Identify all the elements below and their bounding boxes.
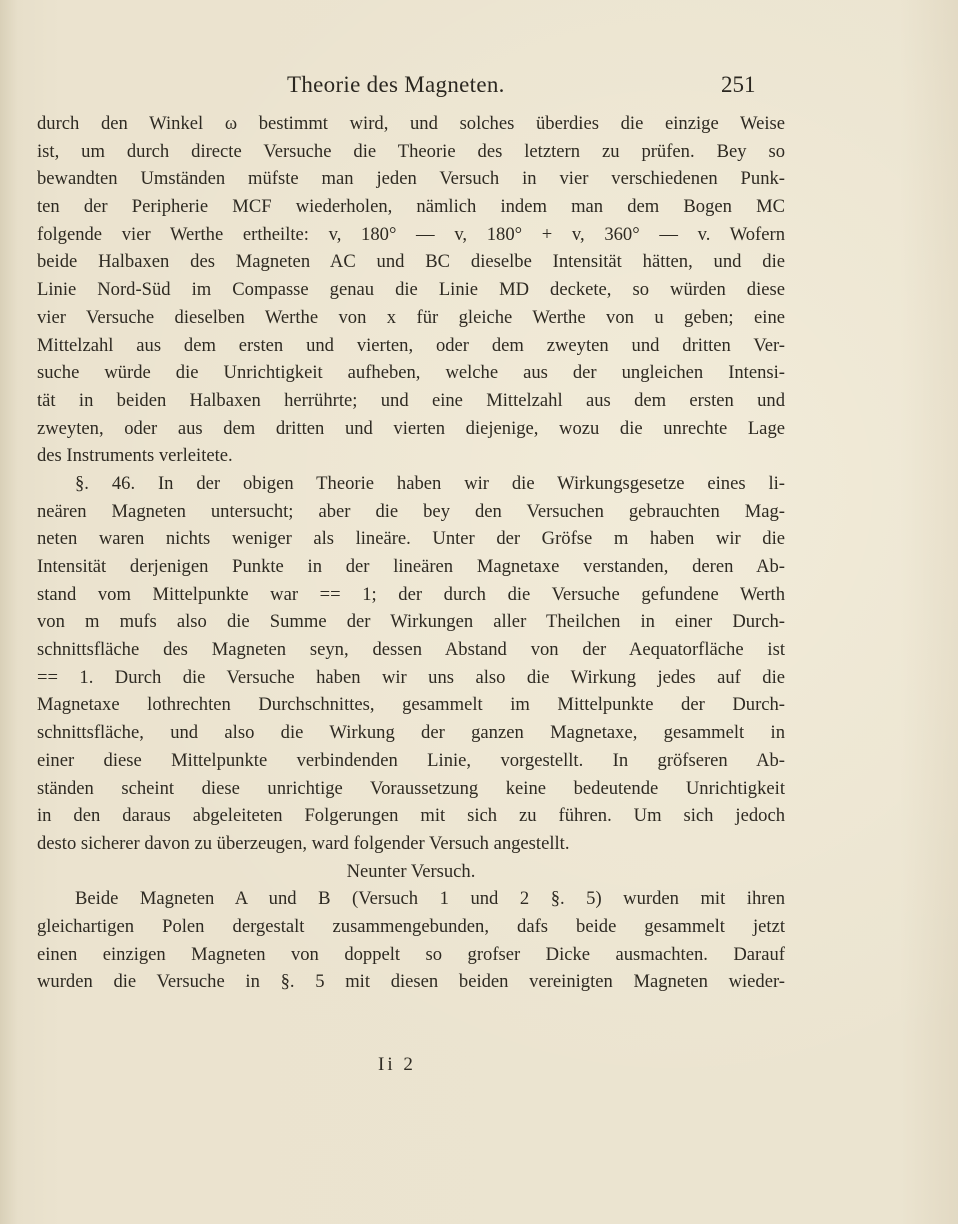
text-line: vier Versuche dieselben Werthe von x für gleiche Werthe von u geben; eine [37, 306, 785, 328]
text-line: ständen scheint diese unrichtige Voraussetzung keine bedeutende Unrichtigkeit [37, 777, 785, 799]
text-line: Mittelzahl aus dem ersten und vierten, oder dem zweyten und dritten Ver- [37, 334, 785, 356]
experiment-heading: Neunter Versuch. [346, 860, 476, 882]
text-line: durch den Winkel ω bestimmt wird, und solches überdies die einzige Weise [37, 113, 785, 134]
text-line: folgende vier Werthe ertheilte: v, 180° — v, 180° + v, 360° — v. Wofern [37, 223, 785, 245]
text-line: Magnetaxe lothrechten Durchschnittes, gesammelt im Mittelpunkte der Durch- [37, 694, 785, 716]
signature-mark: Ii 2 [378, 1054, 416, 1075]
text-line: wurden die Versuche in §. 5 mit diesen beiden vereinigten Magneten wieder- [37, 971, 785, 993]
text-line: neten waren nichts weniger als lineäre. Unter der Gröfse m haben wir die [37, 528, 785, 550]
text-line: ist, um durch directe Versuche die Theorie des letztern zu prüfen. Bey so [37, 140, 785, 162]
text-line: stand vom Mittelpunkte war == 1; der durch die Versuche gefundene Werth [37, 583, 785, 605]
text-line: neären Magneten untersucht; aber die bey den Versuchen gebrauchten Mag- [37, 500, 785, 522]
section-46-start: §. 46. In der obigen Theorie haben wir die Wirkungsgesetze eines li- [75, 472, 785, 494]
page-number: 251 [721, 72, 756, 97]
text-line: desto sicherer davon zu überzeugen, ward folgender Versuch angestellt. [37, 832, 570, 854]
text-line: von m mufs also die Summe der Wirkungen aller Theilchen in einer Durch- [37, 611, 785, 633]
text-line: schnittsfläche, und also die Wirkung der ganzen Magnetaxe, gesammelt in [37, 722, 785, 744]
text-line: schnittsfläche des Magneten seyn, dessen Abstand von der Aequatorfläche ist [37, 639, 785, 661]
text-line: Beide Magneten A und B (Versuch 1 und 2 §. 5) wurden mit ihren [75, 888, 785, 910]
body-text [37, 110, 785, 996]
text-line: Intensität derjenigen Punkte in der lineären Magnetaxe verstanden, deren Ab- [37, 556, 785, 577]
text-line: zweyten, oder aus dem dritten und vierten diejenige, wozu die unrechte Lage [37, 417, 785, 439]
page-header [0, 72, 958, 102]
text-line: == 1. Durch die Versuche haben wir uns also die Wirkung jedes auf die [37, 666, 785, 688]
text-line: bewandten Umständen müfste man jeden Versuch in vier verschiedenen Punk- [37, 168, 785, 190]
running-title: Theorie des Magneten. [287, 72, 505, 97]
text-line: ten der Peripherie MCF wiederholen, nämlich indem man dem Bogen MC [37, 196, 785, 218]
text-line: des Instruments verleitete. [37, 445, 233, 467]
text-line: Linie Nord-Süd im Compasse genau die Linie MD deckete, so würden diese [37, 279, 785, 301]
text-line: beide Halbaxen des Magneten AC und BC dieselbe Intensität hätten, und die [37, 251, 785, 273]
text-line: gleichartigen Polen dergestalt zusammengebunden, dafs beide gesammelt jetzt [37, 915, 785, 937]
text-line: einer diese Mittelpunkte verbindenden Linie, vorgestellt. In gröfseren Ab- [37, 749, 785, 771]
text-line: in den daraus abgeleiteten Folgerungen mit sich zu führen. Um sich jedoch [37, 805, 785, 827]
text-line: suche würde die Unrichtigkeit aufheben, welche aus der ungleichen Intensi- [37, 362, 785, 384]
text-line: tät in beiden Halbaxen herrührte; und eine Mittelzahl aus dem ersten und [37, 389, 785, 411]
text-line: einen einzigen Magneten von doppelt so grofser Dicke ausmachten. Darauf [37, 943, 785, 965]
